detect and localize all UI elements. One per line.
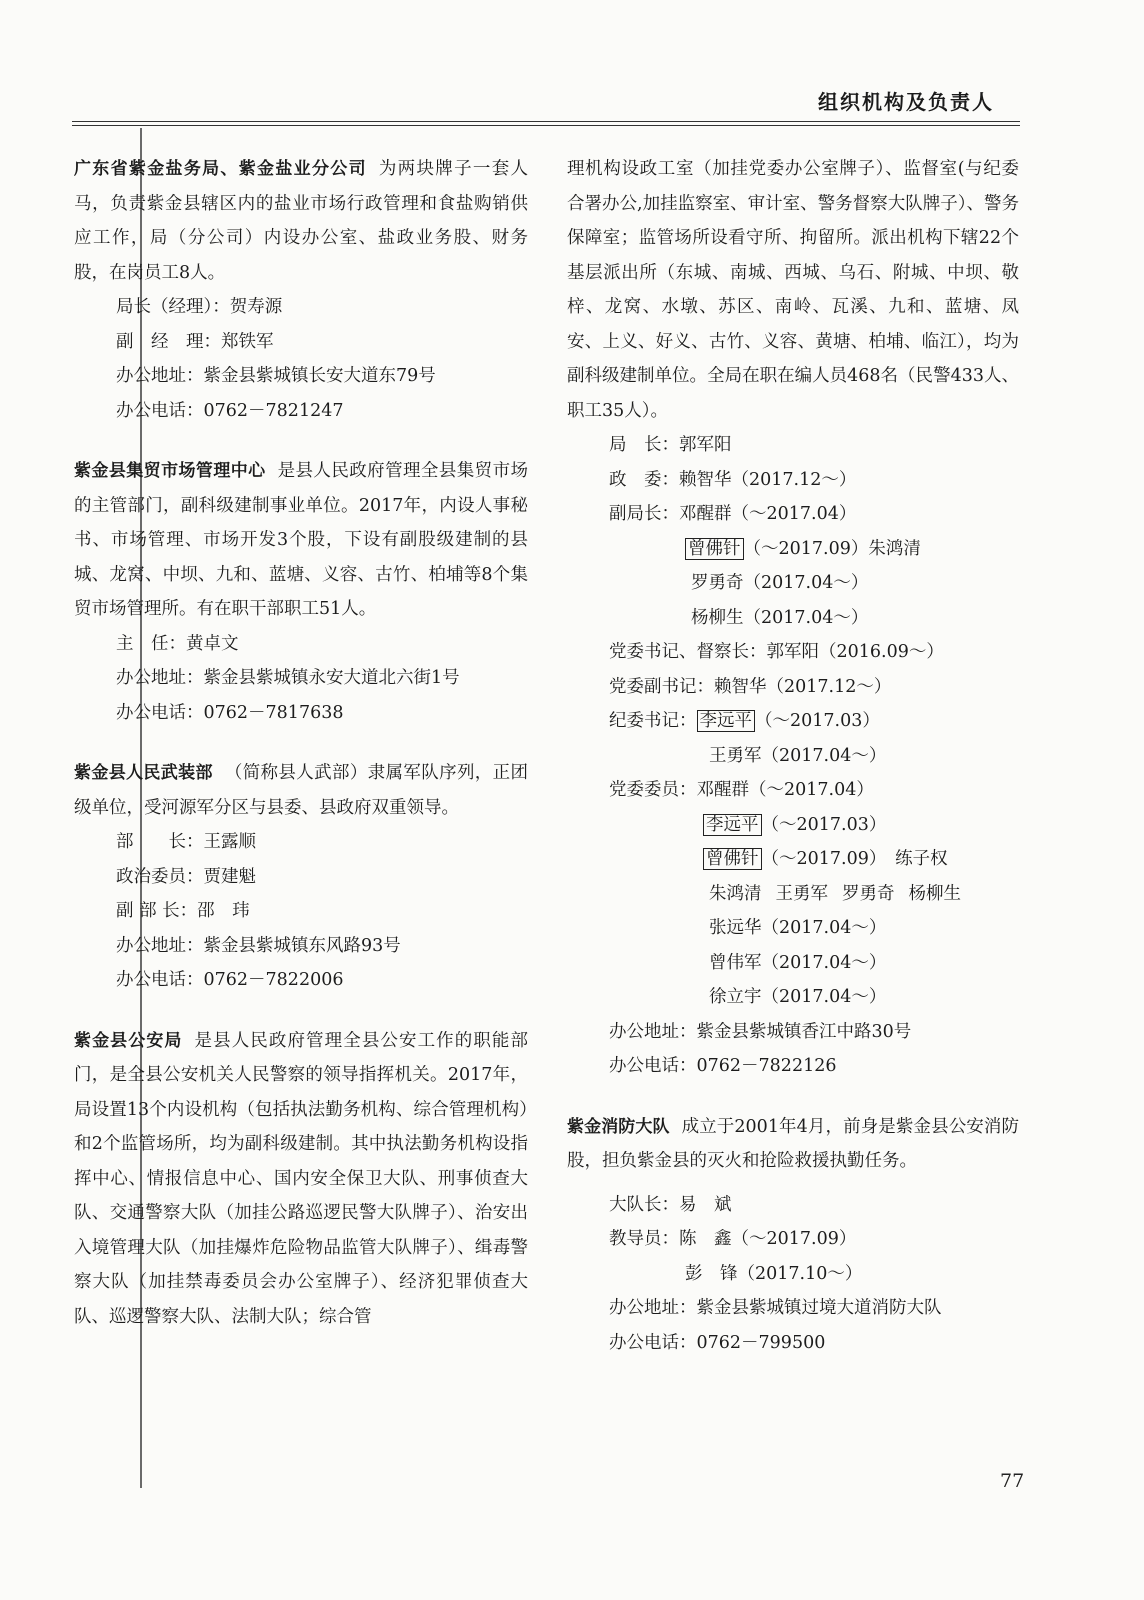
entry-body: 是县人民政府管理全县公安工作的职能部门，是全县公安机关人民警察的领导指挥机关。2017年，局设置13个内设机构（包括执法勤务机构、综合管理机构）和2个监管场所，均为副科级建制。其中执法勤务机构设指挥中心、情报信息中心、国内安全保卫大队、刑事侦查大队、交通警察大队（加挂公路巡逻民警大队牌子）、治安出入境管理大队（加挂爆炸危险物品监管大队牌子）、缉毒警察大队（加挂禁毒委员会办公室牌子）、经济犯罪侦查大队、巡逻警察大队、法制大队；综合管 (74, 1030, 529, 1327)
entry-title: 紫金县公安局 (74, 1030, 183, 1051)
phone-line: 办公电话：0762－7822126 (609, 1056, 837, 1076)
entry-title: 紫金县集贸市场管理中心 (74, 461, 266, 481)
person-line: 徐立宇（2017.04～） (709, 987, 887, 1007)
person-line: 张远华（2017.04～） (709, 918, 887, 938)
entry-paragraph (74, 454, 528, 627)
phone-line: 办公电话：0762－799500 (609, 1332, 826, 1353)
person-name: 杨柳生 (908, 883, 961, 904)
person-line (567, 1222, 1019, 1257)
person-line: 党委副书记：赖智华（2017.12～） (609, 676, 892, 697)
left-column (74, 152, 528, 1334)
person-line (567, 877, 1019, 912)
person-line: 彭 锋（2017.10～） (685, 1263, 863, 1284)
entry-body: 是县人民政府管理全县集贸市场的主管部门，副科级建制事业单位。2017年，内设人事秘书、市场管理、市场开发3个股，下设有副股级建制的县城、龙窝、中坝、九和、蓝塘、义容、古竹、柏埔等8个集贸市场管理所。有在职干部职工51人。 (74, 461, 529, 619)
person-name: 陈 鑫（～2017.09） (679, 1229, 857, 1249)
role-label: 副局长： (609, 504, 679, 524)
person-line: 局 长：郭军阳 (609, 435, 732, 455)
entry-public-security (74, 1024, 528, 1335)
person-line (567, 532, 1019, 567)
person-line: 部 长：王露顺 (116, 832, 256, 852)
boxed-name: 曾佛针 (703, 848, 762, 870)
person-line: 政治委员：贾建魁 (116, 866, 256, 887)
person-name: （～2017.09）朱鸿清 (743, 538, 921, 559)
entry-salt-bureau (74, 152, 528, 428)
entry-paragraph (74, 1024, 528, 1335)
boxed-name: 李远平 (703, 814, 762, 836)
address-line: 办公地址：紫金县紫城镇过境大道消防大队 (609, 1298, 942, 1318)
address-line: 办公地址：紫金县紫城镇长安大道东79号 (116, 366, 436, 386)
entry-market-center (74, 454, 528, 730)
section-header-title: 组织机构及负责人 (818, 90, 994, 114)
boxed-name: 曾佛针 (685, 538, 744, 560)
person-line: 政 委：赖智华（2017.12～） (609, 469, 857, 490)
entry-title: 紫金消防大队 (567, 1116, 670, 1137)
phone-line: 办公电话：0762－7821247 (116, 400, 344, 421)
person-line: 大队长：易 斌 (609, 1194, 732, 1215)
person-line (567, 842, 1019, 877)
role-label: 教导员： (609, 1229, 679, 1249)
phone-line: 办公电话：0762－7822006 (116, 970, 344, 990)
person-line: 王勇军（2017.04～） (709, 745, 887, 766)
entry-fire-brigade (567, 1110, 1019, 1361)
phone-line: 办公电话：0762－7817638 (116, 702, 344, 723)
entry-body: 为两块牌子一套人马，负责紫金县辖区内的盐业市场行政管理和食盐购销供应工作，局（分公司）内设办公室、盐政业务股、财务股，在岗员工8人。 (74, 159, 529, 283)
entry-paragraph (74, 152, 528, 290)
entry-title: 紫金县人民武装部 (74, 763, 213, 783)
person-name: 王勇军 (775, 883, 828, 904)
person-line: 曾伟军（2017.04～） (709, 952, 887, 973)
person-name: 罗勇奇 (842, 883, 895, 904)
person-line: 党委书记、督察长：郭军阳（2016.09～） (609, 642, 944, 662)
role-label: 纪委书记： (609, 711, 697, 731)
entry-paragraph (567, 1110, 1019, 1179)
address-line: 办公地址：紫金县紫城镇东风路93号 (116, 935, 401, 956)
person-line: 副 经 理：郑铁军 (116, 331, 274, 352)
person-line: 主 任：黄卓文 (116, 633, 239, 654)
person-name: 邓醒群（～2017.04） (696, 780, 874, 800)
header-rule (72, 125, 1020, 126)
address-line: 办公地址：紫金县紫城镇香江中路30号 (609, 1021, 912, 1042)
address-line: 办公地址：紫金县紫城镇永安大道北六街1号 (116, 668, 460, 688)
person-line: 局长（经理）：贺寿源 (116, 297, 283, 317)
person-line: 罗勇奇（2017.04～） (691, 573, 869, 593)
person-name: （～2017.03） (761, 814, 887, 835)
entry-armed-forces (74, 756, 528, 998)
person-name: （～2017.03） (755, 711, 880, 731)
person-line (567, 497, 1019, 532)
person-name: 朱鸿清 (709, 883, 762, 904)
person-line: 杨柳生（2017.04～） (691, 607, 869, 628)
page-number: 77 (1000, 1470, 1025, 1492)
entry-body: 成立于2001年4月，前身是紫金县公安消防股，担负紫金县的灭火和抢险救援执勤任务。 (567, 1116, 1019, 1171)
person-line (567, 704, 1019, 739)
person-name: 邓醒群（～2017.04） (679, 504, 857, 524)
right-column (567, 152, 1019, 1360)
entry-body: （简称县人武部）隶属军队序列，正团级单位，受河源军分区与县委、县政府双重领导。 (74, 763, 529, 818)
boxed-name: 李远平 (697, 710, 756, 732)
person-name: （～2017.09） 练子权 (761, 849, 948, 869)
entry-body-continued: 理机构设政工室（加挂党委办公室牌子）、监督室(与纪委合署办公,加挂监察室、审计室、警务督察大队牌子）、警务保障室；监管场所设看守所、拘留所。派出机构下辖22个基层派出所（东城、南城、西城、乌石、附城、中坝、敬梓、龙窝、水墩、苏区、南岭、瓦溪、九和、蓝塘、凤安、上义、好义、古竹、义容、黄塘、柏埔、临江），均为副科级建制单位。全局在职在编人员468名（民警433人、职工35人）。 (567, 159, 1019, 421)
person-line: 副 部 长：邵 玮 (116, 901, 250, 921)
entry-paragraph (74, 756, 528, 825)
person-line (567, 808, 1019, 843)
person-line (567, 773, 1019, 808)
header-rule (72, 121, 1020, 122)
role-label: 党委委员： (609, 780, 697, 800)
entry-title: 广东省紫金盐务局、紫金盐业分公司 (74, 159, 367, 179)
